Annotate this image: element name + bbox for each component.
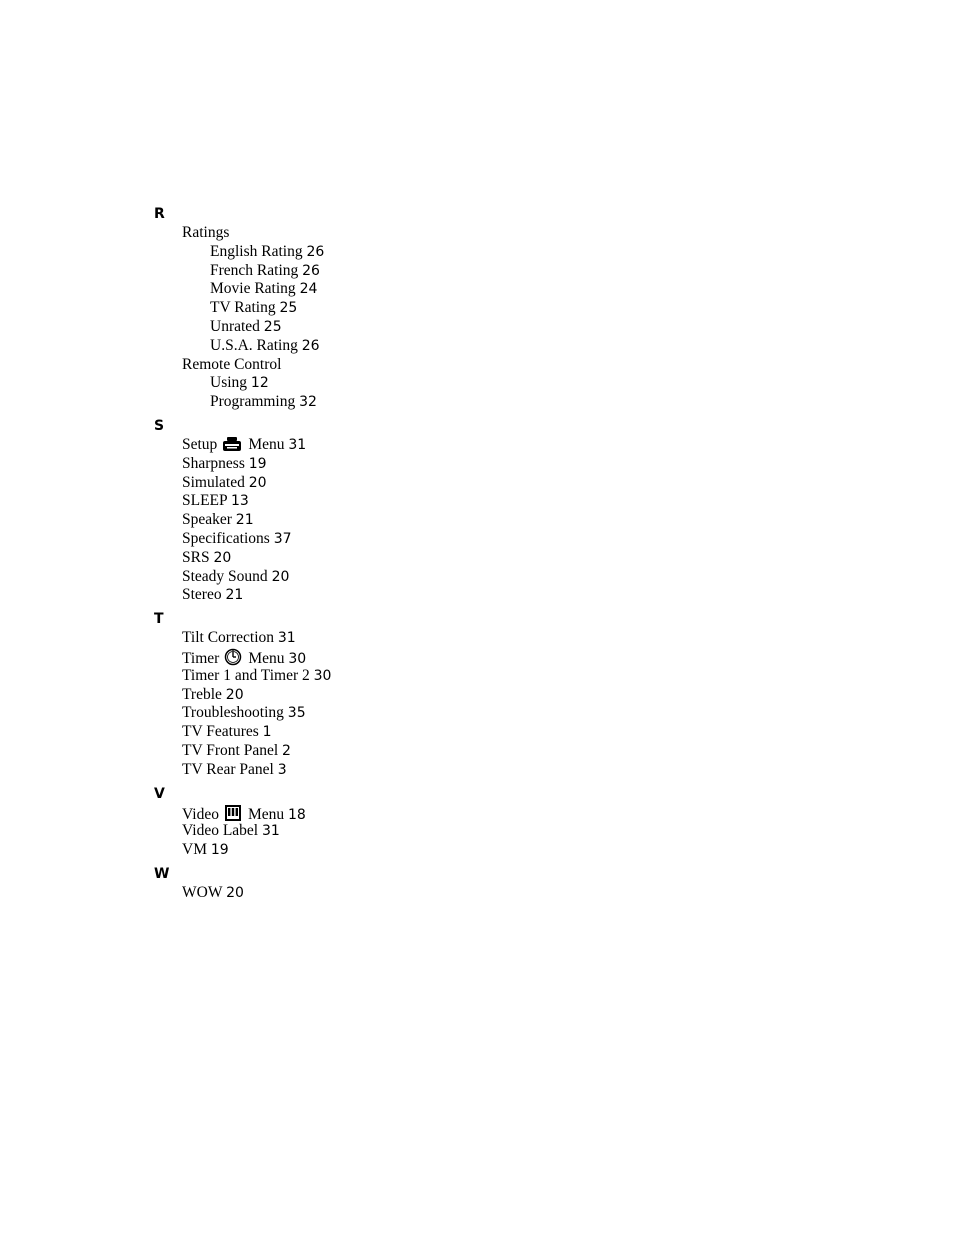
index-entry xyxy=(154,455,654,474)
index-entry xyxy=(154,822,654,841)
index-subentry xyxy=(154,393,654,412)
entry-text: Using xyxy=(210,374,248,392)
entry-text: Sharpness xyxy=(182,454,245,472)
entry-text: Video xyxy=(182,805,219,823)
page-number: 25 xyxy=(263,318,282,335)
index-letter-w: W xyxy=(154,865,170,882)
page-number: 20 xyxy=(213,549,232,566)
index-entry xyxy=(154,586,654,605)
entry-text: Ratings xyxy=(182,224,230,241)
page-number: 35 xyxy=(287,705,306,722)
index-entry xyxy=(154,629,654,648)
page-number: 19 xyxy=(210,842,229,859)
index-subentry xyxy=(154,299,654,318)
timer-menu-icon xyxy=(224,648,242,666)
entry-menu-text: Menu xyxy=(248,435,285,453)
index-subentry xyxy=(154,374,654,393)
index-entry xyxy=(154,884,654,903)
page-number: 18 xyxy=(288,806,306,823)
index-entry xyxy=(154,568,654,587)
page-number: 26 xyxy=(306,243,325,260)
entry-text: Movie Rating xyxy=(210,280,296,298)
entry-text: Programming xyxy=(210,393,296,411)
entry-text: U.S.A. Rating xyxy=(210,336,298,354)
index-entry xyxy=(154,704,654,723)
index-letter-t: T xyxy=(154,611,164,628)
entry-text: SLEEP xyxy=(182,492,228,510)
page-number: 12 xyxy=(250,375,269,392)
page-number: 26 xyxy=(301,337,320,354)
page-number: 37 xyxy=(273,530,292,547)
index-entry xyxy=(154,356,654,375)
page-number: 31 xyxy=(288,436,307,453)
page-number: 30 xyxy=(313,667,332,684)
page-number: 21 xyxy=(225,587,244,604)
entry-text: Steady Sound xyxy=(182,567,268,585)
index-entry xyxy=(154,549,654,568)
entry-text: VM xyxy=(182,841,207,859)
page-number: 25 xyxy=(279,300,298,317)
index-entry xyxy=(154,224,654,243)
index-entry xyxy=(154,841,654,860)
index-list xyxy=(154,204,654,903)
entry-text: French Rating xyxy=(210,261,299,279)
entry-text: Video Label xyxy=(182,822,259,840)
page-number: 26 xyxy=(302,262,320,279)
index-letter-r: R xyxy=(154,206,165,222)
entry-text: TV Features xyxy=(182,723,259,741)
entry-text: SRS xyxy=(182,548,210,566)
entry-text: English Rating xyxy=(210,242,303,260)
index-subentry xyxy=(154,280,654,299)
entry-text: Remote Control xyxy=(182,355,282,373)
index-entry xyxy=(154,686,654,705)
page-number: 32 xyxy=(299,394,317,411)
entry-text: Treble xyxy=(182,685,222,703)
index-entry xyxy=(154,530,654,549)
page-number: 30 xyxy=(288,650,307,667)
index-subentry xyxy=(154,262,654,281)
index-subentry xyxy=(154,243,654,262)
page-number: 1 xyxy=(262,724,272,741)
entry-menu-text: Menu xyxy=(247,805,285,823)
index-entry xyxy=(154,723,654,742)
entry-menu-text: Menu xyxy=(248,649,285,667)
index-letter-s: S xyxy=(154,417,165,434)
entry-text: Setup xyxy=(182,435,218,453)
index-entry xyxy=(154,492,654,511)
entry-text: Stereo xyxy=(182,586,222,604)
entry-text: WOW xyxy=(182,883,223,901)
entry-text: Simulated xyxy=(182,473,245,491)
page-number: 20 xyxy=(248,474,267,491)
page-number: 31 xyxy=(261,823,280,840)
page-number: 13 xyxy=(230,493,249,510)
setup-menu-icon xyxy=(222,436,242,452)
index-entry xyxy=(154,474,654,493)
index-entry xyxy=(154,648,654,667)
entry-text: Troubleshooting xyxy=(182,704,284,722)
index-subentry xyxy=(154,318,654,337)
entry-text: Timer xyxy=(182,649,220,667)
page-number: 31 xyxy=(277,630,296,647)
entry-text: Timer 1 and Timer 2 xyxy=(182,666,310,684)
entry-text: TV Front Panel xyxy=(182,741,279,759)
page-number: 21 xyxy=(235,512,254,529)
entry-text: TV Rear Panel xyxy=(182,760,274,778)
entry-text: Specifications xyxy=(182,529,270,547)
index-letter-v: V xyxy=(154,785,165,802)
entry-text: TV Rating xyxy=(210,299,276,317)
page-number: 20 xyxy=(225,686,244,703)
page-number: 3 xyxy=(277,761,287,778)
video-menu-icon xyxy=(224,804,242,822)
entry-text: Unrated xyxy=(210,317,260,335)
index-entry xyxy=(154,804,654,823)
index-entry xyxy=(154,742,654,761)
page-number: 2 xyxy=(282,742,291,759)
index-entry xyxy=(154,761,654,780)
entry-text: Speaker xyxy=(182,511,232,529)
page-number: 19 xyxy=(248,455,267,472)
index-entry xyxy=(154,667,654,686)
index-entry xyxy=(154,436,654,455)
page-number: 24 xyxy=(299,281,318,298)
entry-text: Tilt Correction xyxy=(182,629,275,647)
index-subentry xyxy=(154,337,654,356)
index-entry xyxy=(154,511,654,530)
page-number: 20 xyxy=(271,568,290,585)
page-number: 20 xyxy=(226,884,244,901)
